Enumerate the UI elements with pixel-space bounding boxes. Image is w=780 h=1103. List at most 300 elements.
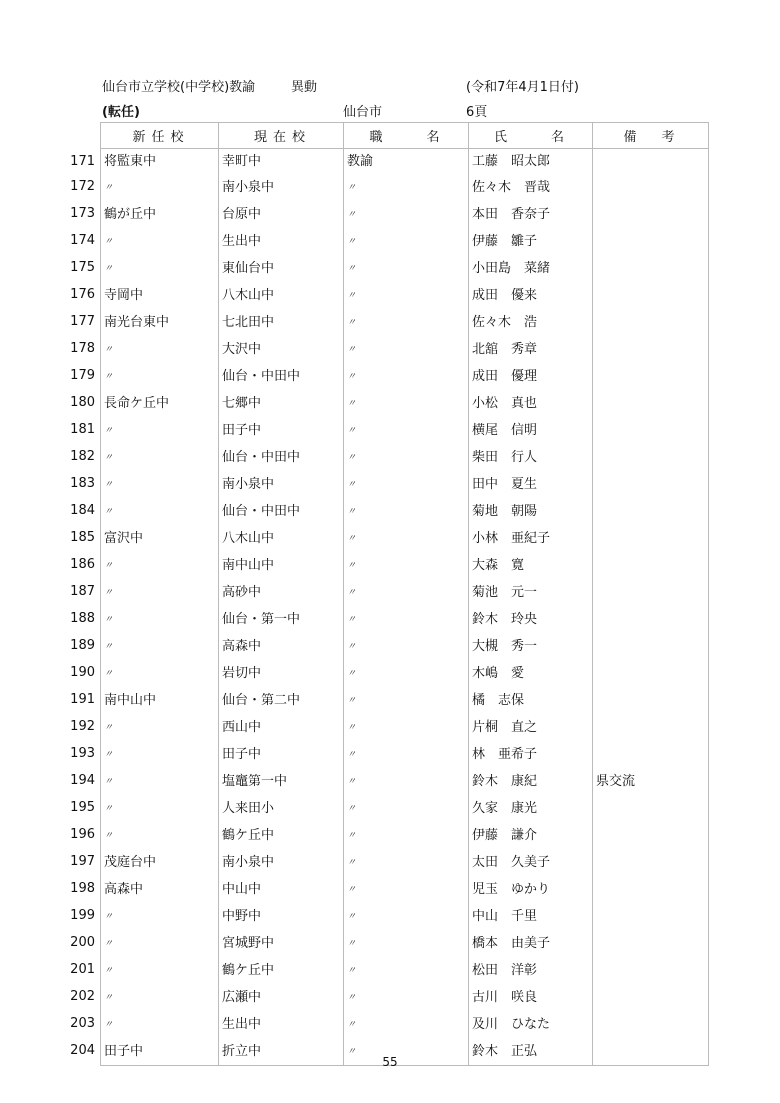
cell-position (344, 714, 469, 741)
cell-remarks (593, 1011, 709, 1038)
person-name-text: 鈴木 康紀 (472, 774, 538, 790)
table-row (101, 444, 709, 471)
cell-current-school (219, 957, 344, 984)
position-text: 〃 (347, 372, 357, 383)
row-number: 180 (70, 395, 95, 411)
person-name-text: 鈴木 玲央 (472, 612, 538, 628)
person-name-text: 橘 志保 (472, 693, 525, 709)
cell-person-name (469, 498, 593, 525)
current-school-text: 塩竈第一中 (222, 774, 288, 790)
current-school-text: 仙台・第二中 (222, 693, 301, 709)
cell-remarks (593, 849, 709, 876)
table-row (101, 660, 709, 687)
table-row (101, 525, 709, 552)
cell-position (344, 471, 469, 498)
current-school-text: 生出中 (222, 234, 262, 250)
row-number: 183 (70, 476, 95, 492)
row-number: 188 (70, 611, 95, 627)
cell-new-school (70, 822, 219, 849)
cell-position (344, 633, 469, 660)
cell-person-name (469, 525, 593, 552)
current-school-text: 南小泉中 (222, 180, 275, 196)
current-school-text: 仙台・中田中 (222, 504, 301, 520)
col-remarks: 備 考 (593, 123, 709, 149)
cell-position (344, 336, 469, 363)
row-number: 187 (70, 584, 95, 600)
cell-current-school (219, 309, 344, 336)
cell-remarks (593, 930, 709, 957)
cell-position (344, 930, 469, 957)
cell-current-school (219, 174, 344, 201)
new-school-text: 〃 (104, 561, 114, 572)
new-school-text: 〃 (104, 237, 114, 248)
table-row (101, 984, 709, 1011)
cell-current-school (219, 741, 344, 768)
row-number: 195 (70, 800, 95, 816)
table-row (101, 795, 709, 822)
table-row (101, 903, 709, 930)
person-name-text: 古川 咲良 (472, 990, 538, 1006)
position-text: 〃 (347, 318, 357, 329)
position-text: 〃 (347, 210, 357, 221)
cell-position (344, 228, 469, 255)
position-text: 〃 (347, 723, 357, 734)
cell-new-school (70, 768, 219, 795)
cell-new-school (70, 498, 219, 525)
person-name-text: 太田 久美子 (472, 855, 551, 871)
cell-remarks (593, 984, 709, 1011)
new-school-text: 〃 (104, 642, 114, 653)
current-school-text: 仙台・中田中 (222, 450, 301, 466)
new-school-text: 南光台東中 (104, 315, 170, 331)
table-row (101, 417, 709, 444)
current-school-text: 岩切中 (222, 666, 262, 682)
new-school-text: 〃 (104, 750, 114, 761)
cell-person-name (469, 876, 593, 903)
row-number: 193 (70, 746, 95, 762)
cell-position (344, 795, 469, 822)
cell-new-school (70, 930, 219, 957)
remarks-text: 県交流 (596, 774, 636, 790)
cell-current-school (219, 255, 344, 282)
new-school-text: 〃 (104, 669, 114, 680)
cell-person-name (469, 444, 593, 471)
new-school-text: 長命ケ丘中 (104, 396, 170, 412)
cell-remarks (593, 255, 709, 282)
person-name-text: 大槻 秀一 (472, 639, 538, 655)
cell-remarks (593, 282, 709, 309)
person-name-text: 菊地 朝陽 (472, 504, 538, 520)
person-name-text: 小田島 菜緒 (472, 261, 551, 277)
position-text: 〃 (347, 399, 357, 410)
cell-position (344, 525, 469, 552)
row-number: 204 (70, 1043, 95, 1059)
cell-person-name (469, 849, 593, 876)
cell-position (344, 660, 469, 687)
current-school-text: 仙台・第一中 (222, 612, 301, 628)
current-school-text: 大沢中 (222, 342, 262, 358)
current-school-text: 田子中 (222, 747, 262, 763)
cell-position (344, 498, 469, 525)
cell-remarks (593, 876, 709, 903)
cell-position (344, 687, 469, 714)
row-number: 201 (70, 962, 95, 978)
person-name-text: 本田 香奈子 (472, 207, 551, 223)
new-school-text: 〃 (104, 723, 114, 734)
new-school-text: 〃 (104, 993, 114, 1004)
cell-remarks (593, 579, 709, 606)
cell-person-name (469, 174, 593, 201)
current-school-text: 七郷中 (222, 396, 262, 412)
cell-current-school (219, 417, 344, 444)
new-school-text: 〃 (104, 372, 114, 383)
cell-person-name (469, 201, 593, 228)
position-text: 〃 (347, 1020, 357, 1031)
cell-new-school (70, 309, 219, 336)
document-title: 仙台市立学校(中学校)教諭 (102, 80, 256, 95)
cell-new-school (70, 525, 219, 552)
cell-new-school (70, 984, 219, 1011)
cell-new-school (70, 417, 219, 444)
cell-position (344, 390, 469, 417)
row-number: 175 (70, 260, 95, 276)
cell-person-name (469, 822, 593, 849)
new-school-text: 〃 (104, 345, 114, 356)
cell-current-school (219, 336, 344, 363)
cell-new-school (70, 795, 219, 822)
position-text: 〃 (347, 642, 357, 653)
table-row (101, 957, 709, 984)
cell-current-school (219, 606, 344, 633)
cell-current-school (219, 390, 344, 417)
position-text: 〃 (347, 615, 357, 626)
position-text: 〃 (347, 750, 357, 761)
position-text: 〃 (347, 966, 357, 977)
cell-new-school (70, 471, 219, 498)
table-row (101, 390, 709, 417)
cell-current-school (219, 633, 344, 660)
cell-new-school (70, 552, 219, 579)
cell-remarks (593, 336, 709, 363)
cell-person-name (469, 336, 593, 363)
row-number: 182 (70, 449, 95, 465)
current-school-text: 台原中 (222, 207, 262, 223)
cell-remarks (593, 417, 709, 444)
table-row (101, 255, 709, 282)
cell-remarks (593, 606, 709, 633)
cell-position (344, 876, 469, 903)
cell-current-school (219, 363, 344, 390)
current-school-text: 八木山中 (222, 288, 275, 304)
table-row (101, 309, 709, 336)
cell-person-name (469, 633, 593, 660)
page-number: 55 (382, 1055, 398, 1069)
table-row (101, 1011, 709, 1038)
position-text: 〃 (347, 453, 357, 464)
position-text: 〃 (347, 696, 357, 707)
cell-person-name (469, 984, 593, 1011)
cell-remarks (593, 174, 709, 201)
cell-current-school (219, 201, 344, 228)
transfer-table (70, 122, 709, 1066)
cell-position (344, 309, 469, 336)
cell-current-school (219, 1011, 344, 1038)
cell-position (344, 957, 469, 984)
table-row (101, 633, 709, 660)
new-school-text: 〃 (104, 588, 114, 599)
current-school-text: 中山中 (222, 882, 262, 898)
person-name-text: 林 亜希子 (472, 747, 538, 763)
new-school-text: 〃 (104, 615, 114, 626)
cell-position (344, 903, 469, 930)
cell-new-school (70, 228, 219, 255)
row-number: 202 (70, 989, 95, 1005)
cell-person-name (469, 660, 593, 687)
new-school-text: 将監東中 (104, 154, 157, 170)
person-name-text: 伊藤 雛子 (472, 234, 538, 250)
cell-position (344, 552, 469, 579)
cell-person-name (469, 471, 593, 498)
cell-position (344, 282, 469, 309)
table-row (101, 822, 709, 849)
new-school-text: 高森中 (104, 882, 144, 898)
person-name-text: 佐々木 晋哉 (472, 180, 551, 196)
cell-current-school (219, 228, 344, 255)
cell-current-school (219, 795, 344, 822)
cell-position (344, 201, 469, 228)
person-name-text: 大森 寛 (472, 558, 525, 574)
cell-new-school (70, 255, 219, 282)
current-school-text: 鶴ケ丘中 (222, 963, 275, 979)
table-header-row (101, 123, 709, 149)
current-school-text: 折立中 (222, 1044, 262, 1060)
row-number: 191 (70, 692, 95, 708)
table-row (101, 552, 709, 579)
table-row (101, 498, 709, 525)
current-school-text: 東仙台中 (222, 261, 275, 277)
cell-new-school (70, 660, 219, 687)
cell-new-school (70, 714, 219, 741)
cell-remarks (593, 687, 709, 714)
position-text: 〃 (347, 291, 357, 302)
cell-person-name (469, 309, 593, 336)
col-current-school: 現在校 (219, 123, 344, 149)
new-school-text: 〃 (104, 831, 114, 842)
col-name: 氏 名 (469, 123, 593, 149)
current-school-text: 西山中 (222, 720, 262, 736)
current-school-text: 仙台・中田中 (222, 369, 301, 385)
table-row (101, 201, 709, 228)
row-number: 171 (70, 154, 95, 169)
cell-person-name (469, 768, 593, 795)
city-label: 仙台市 (343, 105, 383, 120)
cell-remarks (593, 822, 709, 849)
cell-new-school (70, 687, 219, 714)
position-text: 教諭 (347, 154, 374, 170)
table-row (101, 471, 709, 498)
person-name-text: 中山 千里 (472, 909, 538, 925)
section-page-label: 6頁 (466, 105, 488, 120)
cell-remarks (593, 795, 709, 822)
cell-position (344, 822, 469, 849)
table-row (101, 228, 709, 255)
cell-new-school (70, 876, 219, 903)
person-name-text: 工藤 昭太郎 (472, 154, 551, 170)
cell-remarks (593, 363, 709, 390)
cell-position (344, 363, 469, 390)
new-school-text: 〃 (104, 804, 114, 815)
cell-position (344, 174, 469, 201)
row-number: 184 (70, 503, 95, 519)
col-new-school: 新任校 (101, 123, 219, 149)
current-school-text: 南小泉中 (222, 855, 275, 871)
current-school-text: 八木山中 (222, 531, 275, 547)
new-school-text: 〃 (104, 480, 114, 491)
cell-position (344, 984, 469, 1011)
current-school-text: 高森中 (222, 639, 262, 655)
position-text: 〃 (347, 993, 357, 1004)
current-school-text: 宮城野中 (222, 936, 275, 952)
cell-person-name (469, 417, 593, 444)
cell-person-name (469, 579, 593, 606)
cell-position (344, 444, 469, 471)
row-number: 199 (70, 908, 95, 924)
cell-current-school (219, 552, 344, 579)
cell-new-school (70, 741, 219, 768)
position-text: 〃 (347, 426, 357, 437)
cell-current-school (219, 687, 344, 714)
table-row (101, 714, 709, 741)
new-school-text: 南中山中 (104, 693, 157, 709)
current-school-text: 七北田中 (222, 315, 275, 331)
new-school-text: 〃 (104, 912, 114, 923)
new-school-text: 〃 (104, 453, 114, 464)
current-school-text: 人来田小 (222, 801, 275, 817)
new-school-text: 〃 (104, 507, 114, 518)
row-number: 181 (70, 422, 95, 438)
cell-new-school (70, 957, 219, 984)
cell-current-school (219, 471, 344, 498)
cell-new-school (70, 363, 219, 390)
position-text: 〃 (347, 561, 357, 572)
person-name-text: 佐々木 浩 (472, 315, 538, 331)
cell-current-school (219, 930, 344, 957)
row-number: 196 (70, 827, 95, 843)
person-name-text: 鈴木 正弘 (472, 1044, 538, 1060)
cell-new-school (70, 633, 219, 660)
person-name-text: 伊藤 謙介 (472, 828, 538, 844)
position-text: 〃 (347, 858, 357, 869)
position-text: 〃 (347, 885, 357, 896)
cell-person-name (469, 687, 593, 714)
cell-position (344, 579, 469, 606)
cell-person-name (469, 741, 593, 768)
cell-remarks (593, 471, 709, 498)
current-school-text: 田子中 (222, 423, 262, 439)
col-position: 職 名 (344, 123, 469, 149)
cell-person-name (469, 363, 593, 390)
position-text: 〃 (347, 183, 357, 194)
cell-current-school (219, 660, 344, 687)
position-text: 〃 (347, 480, 357, 491)
cell-new-school (70, 282, 219, 309)
table-row (101, 768, 709, 795)
move-type: 異動 (291, 80, 318, 95)
position-text: 〃 (347, 588, 357, 599)
cell-current-school (219, 579, 344, 606)
new-school-text: 田子中 (104, 1044, 144, 1060)
row-number: 194 (70, 773, 95, 789)
cell-current-school (219, 714, 344, 741)
cell-remarks (593, 633, 709, 660)
new-school-text: 茂庭台中 (104, 855, 157, 871)
cell-remarks (593, 714, 709, 741)
position-text: 〃 (347, 912, 357, 923)
new-school-text: 〃 (104, 966, 114, 977)
cell-remarks (593, 552, 709, 579)
table-row (101, 606, 709, 633)
cell-new-school (70, 201, 219, 228)
cell-person-name (469, 228, 593, 255)
cell-person-name (469, 282, 593, 309)
cell-position (344, 149, 469, 175)
row-number: 189 (70, 638, 95, 654)
cell-position (344, 417, 469, 444)
current-school-text: 中野中 (222, 909, 262, 925)
person-name-text: 柴田 行人 (472, 450, 538, 466)
row-number: 198 (70, 881, 95, 897)
position-text: 〃 (347, 777, 357, 788)
cell-current-school (219, 444, 344, 471)
cell-current-school (219, 282, 344, 309)
cell-person-name (469, 255, 593, 282)
cell-current-school (219, 768, 344, 795)
cell-new-school (70, 849, 219, 876)
cell-remarks (593, 903, 709, 930)
position-text: 〃 (347, 669, 357, 680)
cell-remarks (593, 741, 709, 768)
cell-person-name (469, 149, 593, 175)
cell-current-school (219, 984, 344, 1011)
new-school-text: 富沢中 (104, 531, 144, 547)
cell-current-school (219, 849, 344, 876)
person-name-text: 橋本 由美子 (472, 936, 551, 952)
row-number: 176 (70, 287, 95, 303)
person-name-text: 久家 康光 (472, 801, 538, 817)
new-school-text: 鶴が丘中 (104, 207, 157, 223)
cell-new-school (70, 390, 219, 417)
cell-person-name (469, 1011, 593, 1038)
table-row (101, 930, 709, 957)
cell-person-name (469, 957, 593, 984)
table-row (101, 363, 709, 390)
person-name-text: 及川 ひなた (472, 1017, 551, 1033)
cell-person-name (469, 903, 593, 930)
person-name-text: 菊池 元一 (472, 585, 538, 601)
new-school-text: 〃 (104, 939, 114, 950)
person-name-text: 北舘 秀章 (472, 342, 538, 358)
cell-remarks (593, 201, 709, 228)
row-number: 178 (70, 341, 95, 357)
row-number: 185 (70, 530, 95, 546)
cell-new-school (70, 606, 219, 633)
table-row (101, 174, 709, 201)
section-subtitle: (転任) (102, 105, 140, 120)
cell-current-school (219, 876, 344, 903)
person-name-text: 松田 洋彰 (472, 963, 538, 979)
cell-current-school (219, 903, 344, 930)
current-school-text: 鶴ケ丘中 (222, 828, 275, 844)
